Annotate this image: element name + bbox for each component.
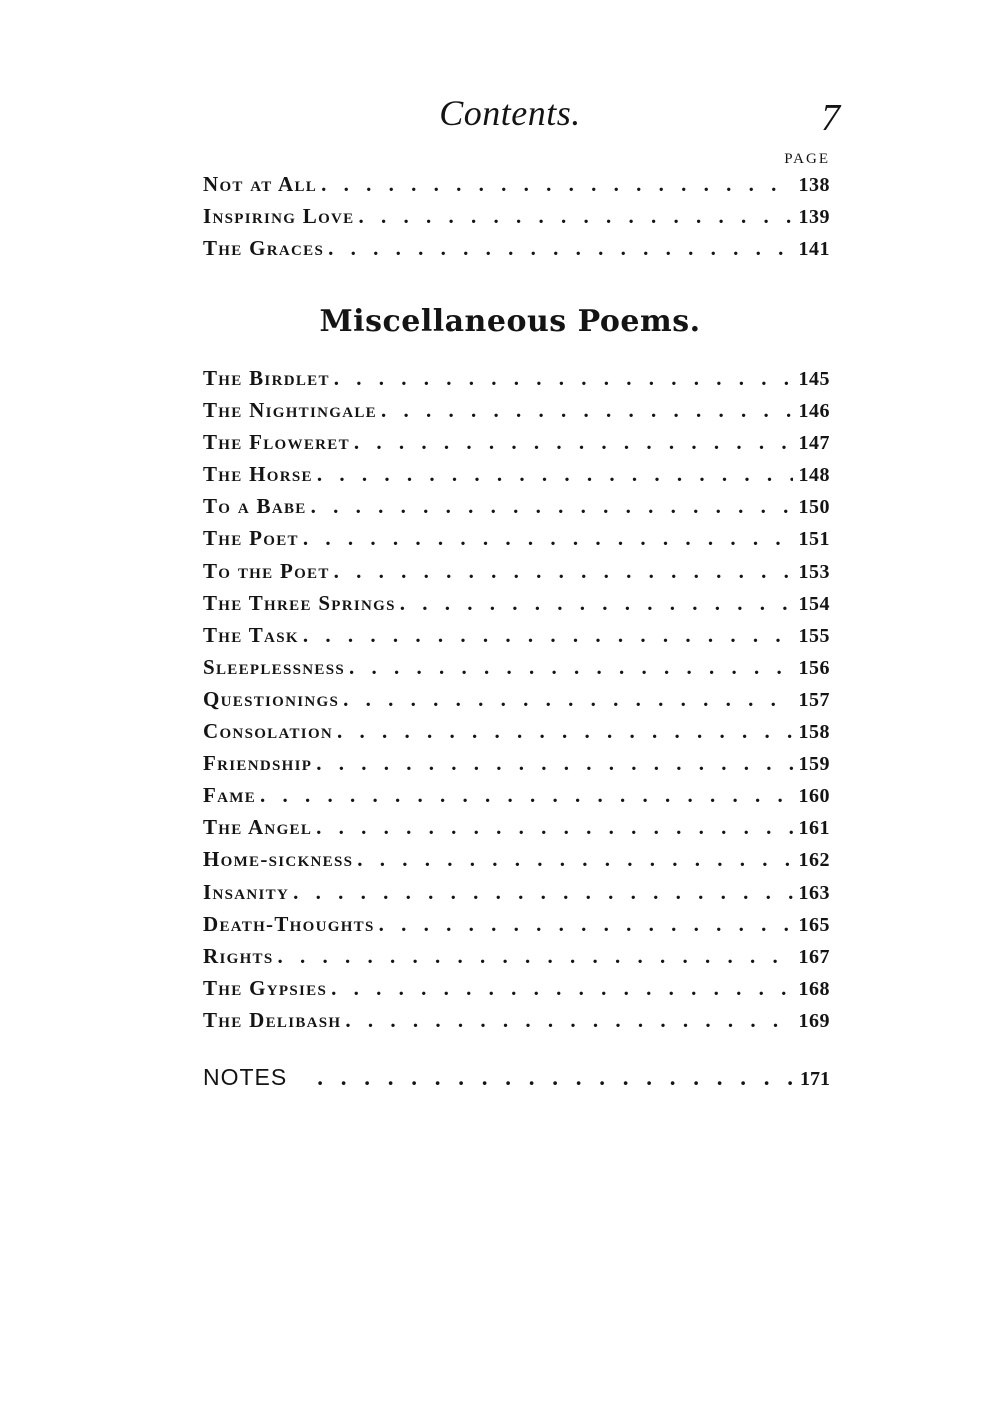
- toc-entry-title: Questionings: [203, 686, 340, 711]
- toc-entry-page: 145: [798, 368, 830, 390]
- dot-leader: [328, 232, 792, 264]
- toc-entry: [203, 779, 830, 811]
- toc-entry-page: 156: [798, 656, 830, 679]
- dot-leader: [260, 779, 792, 811]
- toc-entry: [203, 715, 830, 747]
- dot-leader: [343, 683, 792, 715]
- toc-entry-title: The Graces: [203, 236, 325, 260]
- dot-leader: [345, 1004, 792, 1036]
- toc-entry: [203, 394, 830, 426]
- toc-entry: [203, 651, 830, 683]
- dot-leader: [379, 908, 793, 940]
- toc-entry-page: 146: [798, 400, 830, 423]
- toc-entry-title: Rights: [203, 943, 274, 968]
- toc-entry-title: The Three Springs: [203, 590, 396, 615]
- page-number: 7: [821, 97, 840, 139]
- toc-entry: [203, 940, 830, 972]
- toc-entry: [203, 587, 830, 619]
- toc-entry-page: 148: [798, 464, 830, 487]
- toc-entry-page: 163: [798, 881, 830, 904]
- toc-entry-title: Home-sickness: [203, 847, 354, 872]
- dot-leader: [381, 394, 793, 426]
- toc-entry-page: 158: [798, 721, 830, 744]
- toc-list-top: [203, 168, 830, 264]
- toc-entry-page: 169: [798, 1009, 830, 1032]
- toc-entry-title: Consolation: [203, 719, 334, 744]
- toc-entry-page: 160: [798, 785, 830, 808]
- toc-entry-page: 141: [798, 238, 830, 260]
- toc-entry-title: To a Babe: [203, 494, 307, 519]
- toc-entry-title: The Gypsies: [203, 975, 328, 1000]
- toc-entry: [203, 972, 830, 1004]
- toc-list-misc: [203, 362, 830, 1036]
- toc-entry-page: 165: [798, 913, 830, 936]
- dot-leader: [357, 843, 792, 875]
- dot-leader: [317, 1065, 794, 1091]
- toc-entry-page: 153: [798, 560, 830, 583]
- toc-entry-page: 138: [798, 174, 830, 196]
- toc-entry: [203, 1004, 830, 1036]
- toc-entry-title: Sleeplessness: [203, 654, 345, 679]
- toc-entry-page: 150: [798, 496, 830, 519]
- section-heading: Miscellaneous Poems.: [319, 304, 701, 339]
- dot-leader: [316, 747, 792, 779]
- toc-entry-notes: [203, 1064, 830, 1091]
- dot-leader: [331, 972, 792, 1004]
- toc-entry: [203, 908, 830, 940]
- dot-leader: [400, 587, 793, 619]
- dot-leader: [317, 458, 793, 490]
- toc-entry-title: Death-Thoughts: [203, 911, 375, 936]
- toc-entry-title: The Horse: [203, 462, 313, 487]
- toc-entry-title: Not at All: [203, 172, 318, 196]
- dot-leader: [303, 619, 793, 651]
- toc-entry-title: To the Poet: [203, 558, 330, 583]
- toc-entry-title: Insanity: [203, 879, 290, 904]
- toc-entry: [203, 232, 830, 264]
- dot-leader: [337, 715, 792, 747]
- toc-entry: [203, 458, 830, 490]
- toc-entry-page: 154: [798, 592, 830, 615]
- toc-entry-page: 147: [798, 432, 830, 455]
- notes-title: NOTES: [203, 1064, 288, 1090]
- toc-entry: [203, 876, 830, 908]
- toc-entry: [203, 168, 830, 200]
- toc-entry: [203, 619, 830, 651]
- toc-entry: [203, 683, 830, 715]
- toc-entry-title: The Task: [203, 622, 299, 647]
- toc-entry-page: 151: [798, 528, 830, 551]
- toc-entry: [203, 490, 830, 522]
- toc-entry-page: 139: [798, 206, 830, 228]
- toc-entry-title: The Nightingale: [203, 398, 377, 423]
- dot-leader: [316, 811, 792, 843]
- toc-entry: [203, 843, 830, 875]
- toc-entry: [203, 362, 830, 394]
- dot-leader: [321, 168, 792, 200]
- notes-page: 171: [800, 1068, 830, 1090]
- toc-entry: [203, 522, 830, 554]
- toc-entry-page: 167: [798, 945, 830, 968]
- toc-entry: [203, 811, 830, 843]
- dot-leader: [354, 426, 793, 458]
- toc-entry-title: Fame: [203, 783, 257, 808]
- toc-entry-title: Friendship: [203, 751, 313, 776]
- toc-entry-page: 168: [798, 977, 830, 1000]
- toc-entry-page: 161: [798, 817, 830, 840]
- toc-entry-title: The Angel: [203, 815, 313, 840]
- toc-entry-page: 159: [798, 753, 830, 776]
- toc-entry: [203, 555, 830, 587]
- dot-leader: [358, 200, 792, 232]
- dot-leader: [349, 651, 793, 683]
- toc-entry-title: The Poet: [203, 526, 299, 551]
- toc-entry-title: The Delibash: [203, 1007, 342, 1032]
- toc-entry-page: 157: [798, 688, 830, 711]
- toc-entry: [203, 200, 830, 232]
- toc-entry-title: The Birdlet: [203, 366, 330, 390]
- dot-leader: [334, 362, 793, 394]
- dot-leader: [311, 490, 793, 522]
- running-title: Contents.: [439, 93, 581, 133]
- page-column-label: PAGE: [784, 151, 830, 167]
- dot-leader: [334, 555, 793, 587]
- toc-entry: [203, 426, 830, 458]
- toc-entry-title: The Floweret: [203, 430, 350, 455]
- toc-entry-page: 155: [798, 624, 830, 647]
- toc-entry-page: 162: [798, 849, 830, 872]
- dot-leader: [303, 522, 793, 554]
- dot-leader: [293, 876, 792, 908]
- dot-leader: [278, 940, 793, 972]
- toc-entry: [203, 747, 830, 779]
- toc-entry-title: Inspiring Love: [203, 204, 355, 228]
